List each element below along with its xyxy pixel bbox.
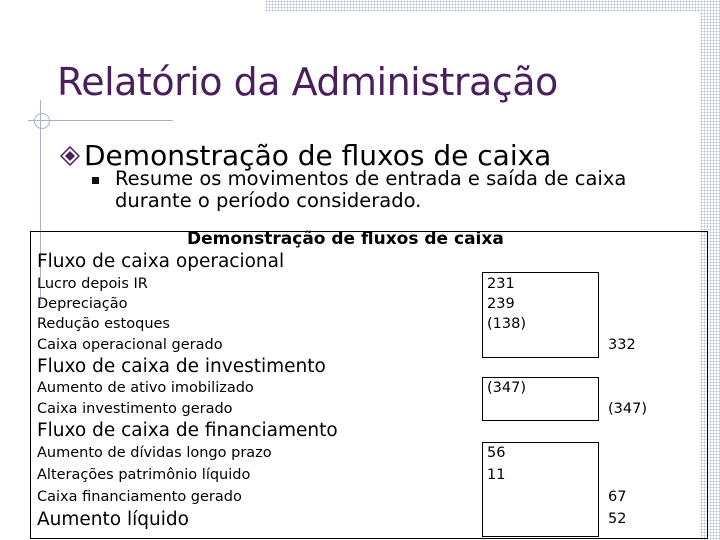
row-value: 56 (487, 445, 506, 461)
section-heading-operacional: Fluxo de caixa operacional (37, 251, 285, 272)
row-total: 332 (608, 337, 636, 353)
row-value: 239 (487, 296, 515, 312)
row-value: (138) (487, 316, 526, 332)
section-heading-investimento: Fluxo de caixa de investimento (37, 356, 326, 377)
table-title: Demonstração de fluxos de caixa (187, 229, 504, 249)
row-label: Depreciação (37, 296, 128, 312)
row-total: (347) (608, 401, 647, 417)
row-total: 67 (608, 489, 627, 505)
section-heading-financiamento: Fluxo de caixa de financiamento (37, 420, 338, 441)
final-total: 52 (608, 511, 627, 527)
row-label: Caixa financiamento gerado (37, 489, 242, 505)
row-label: Lucro depois IR (37, 276, 148, 292)
row-label: Caixa operacional gerado (37, 337, 223, 353)
row-value: 11 (487, 467, 506, 483)
decor-circle (34, 113, 50, 129)
row-label: Aumento de dívidas longo prazo (37, 445, 272, 461)
diamond-bullet-icon (60, 146, 80, 166)
slide-title: Relatório da Administração (57, 60, 558, 104)
main-bullet-text: Demonstração de fluxos de caixa (84, 139, 552, 172)
row-label: Alterações patrimônio líquido (37, 467, 251, 483)
row-label: Aumento de ativo imobilizado (37, 380, 254, 396)
row-value: 231 (487, 276, 515, 292)
row-label: Caixa investimento gerado (37, 401, 233, 417)
square-bullet-icon (92, 177, 99, 184)
final-label: Aumento líquido (37, 509, 189, 530)
sub-bullet-text: Resume os movimentos de entrada e saída de caixa durante o período considerado. (115, 167, 627, 212)
row-value: (347) (487, 380, 526, 396)
row-label: Redução estoques (37, 316, 170, 332)
decorative-pattern-top (265, 0, 720, 12)
